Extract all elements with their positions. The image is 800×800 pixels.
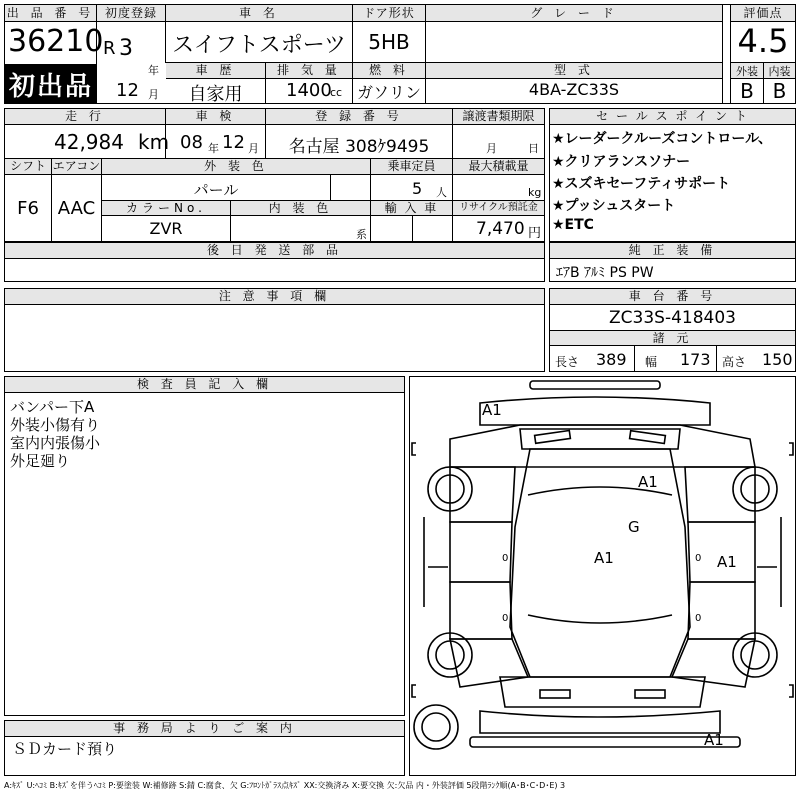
transfer-header: 譲渡書類期限: [453, 109, 544, 125]
capacity-header: 乗車定員: [371, 159, 452, 175]
max-load-header: 最大積載量: [453, 159, 544, 175]
capacity-unit: 人: [436, 186, 447, 199]
car-name: スイフトスポーツ: [172, 33, 346, 58]
inspector-note: 室内内張傷小: [10, 434, 101, 452]
inspection-month: 12: [222, 132, 245, 153]
int-color-header: 内 装 色: [231, 201, 370, 216]
inspector-note: 外装小傷有り: [10, 416, 101, 434]
model: 4BA-ZC33S: [528, 80, 620, 99]
sales-point: ★プッシュスタート: [552, 198, 676, 214]
sales-point: ★レーダークルーズコントロール、: [552, 131, 773, 147]
damage-mark: G: [628, 518, 640, 536]
office-header: 事 務 局 よ り ご 案 内: [5, 721, 404, 737]
displacement-header: 排 気 量: [266, 63, 352, 79]
aircon-header: エアコン: [52, 159, 101, 173]
length-label: 長さ: [555, 355, 580, 369]
first-reg-header: 初度登録: [97, 5, 165, 22]
car-outline: [410, 377, 795, 775]
score-header: 評価点: [731, 5, 795, 22]
inspection-header: 車 検: [166, 109, 265, 125]
exterior-label: 外装: [731, 63, 763, 79]
history-header: 車 歴: [166, 63, 265, 79]
reg-era: R: [103, 38, 116, 59]
chassis-header: 車 台 番 号: [550, 289, 795, 305]
model-header: 型 式: [426, 63, 722, 79]
inspector-note: 外足廻り: [10, 452, 71, 470]
reg-month: 12: [116, 80, 139, 101]
reg-no-header: 登 録 番 号: [266, 109, 452, 125]
transfer-month-char: 月: [486, 142, 497, 155]
score: 4.5: [737, 22, 789, 60]
fuel-header: 燃 料: [353, 63, 425, 79]
interior-label: 内装: [764, 63, 795, 79]
svg-text:0: 0: [502, 553, 509, 564]
year-suffix: 年: [148, 64, 159, 77]
exterior-grade: B: [740, 79, 754, 103]
ext-color-header: 外 装 色: [102, 159, 370, 175]
aircon: AAC: [57, 198, 96, 219]
car-diagram: [409, 376, 796, 776]
ext-color: パール: [193, 181, 239, 199]
sales-point: ★ETC: [552, 217, 594, 233]
recycle-header: リサイクル預託金: [453, 201, 544, 216]
reg-year: 3: [119, 36, 133, 61]
lot-no: 36210: [8, 24, 104, 59]
month-suffix: 月: [148, 88, 159, 101]
shift-header: シフト: [5, 159, 51, 175]
mileage-unit: km: [138, 130, 170, 154]
first-time-badge-text: 初出品: [9, 72, 94, 102]
equipment: ｴｱB ｱﾙﾐ PS PW: [556, 265, 654, 281]
shift: F6: [17, 198, 39, 219]
sales-points-header: セ ー ル ス ポ イ ン ト: [550, 109, 795, 125]
int-color-suffix: 系: [356, 228, 367, 241]
damage-mark: A1: [594, 549, 614, 567]
svg-text:0: 0: [502, 613, 509, 624]
displacement: 1400: [286, 80, 332, 101]
inspector-header: 検 査 員 記 入 欄: [5, 377, 404, 393]
mileage-header: 走 行: [5, 109, 165, 125]
office-note: ＳＤカード預り: [12, 740, 118, 758]
reg-no: 名古屋 308ｹ9495: [288, 137, 430, 157]
inspection-year-char: 年: [208, 142, 219, 155]
notes-header: 注 意 事 項 欄: [5, 289, 544, 305]
equipment-header: 純 正 装 備: [550, 243, 795, 259]
width-label: 幅: [645, 355, 658, 369]
details-table: [4, 108, 545, 242]
damage-mark: A1: [482, 401, 502, 419]
recycle-fee: 7,470: [476, 219, 525, 239]
color-no: ZVR: [149, 219, 183, 238]
cc-unit: cc: [330, 86, 343, 99]
import-header: 輸 入 車: [371, 201, 452, 216]
damage-mark: A1: [638, 473, 658, 491]
mileage: 42,984: [54, 130, 124, 154]
capacity: 5: [412, 179, 423, 198]
car-name-header: 車 名: [166, 5, 352, 22]
inspector-note: バンパー下A: [10, 398, 95, 416]
history: 自家用: [188, 84, 243, 105]
damage-marks: [482, 401, 737, 749]
color-no-header: カラーNo.: [102, 201, 230, 216]
length: 389: [596, 350, 627, 369]
svg-text:0: 0: [695, 553, 702, 564]
inspection-month-char: 月: [248, 142, 259, 155]
door-type: 5HB: [368, 30, 410, 54]
door-type-header: ドア形状: [353, 5, 425, 22]
legend: A:ｷｽﾞ U:ﾍｺﾐ B:ｷｽﾞを伴うﾍｺﾐ P:要塗装 W:補修跡 S:錆 C:腐食、欠 G:ﾌﾛﾝﾄｶﾞﾗｽ点ｷｽﾞ XX:交換済み X:要交換 欠:欠品 内・外装評価 5段階ﾗﾝｸ順(A･B･C･D･E) 3: [4, 781, 566, 790]
chassis-no: ZC33S-418403: [609, 308, 736, 328]
dims-header: 諸 元: [550, 331, 795, 346]
grade-header: グ レ ー ド: [426, 5, 722, 22]
svg-text:0: 0: [695, 613, 702, 624]
width: 173: [680, 350, 711, 369]
yen: 円: [528, 226, 542, 241]
sales-point: ★クリアランスソナー: [552, 154, 691, 170]
load-unit: kg: [528, 186, 542, 199]
fuel: ガソリン: [356, 83, 421, 102]
inspection-year: 08: [180, 132, 203, 153]
damage-mark: A1: [704, 731, 724, 749]
height-label: 高さ: [722, 355, 747, 369]
height: 150: [762, 350, 793, 369]
interior-grade: B: [772, 79, 787, 103]
damage-mark: A1: [717, 553, 737, 571]
later-parts-header: 後 日 発 送 部 品: [5, 243, 544, 259]
transfer-day-char: 日: [528, 142, 539, 155]
lot-no-header: 出 品 番 号: [6, 6, 95, 20]
sales-point: ★スズキセーフティサポート: [552, 176, 731, 192]
